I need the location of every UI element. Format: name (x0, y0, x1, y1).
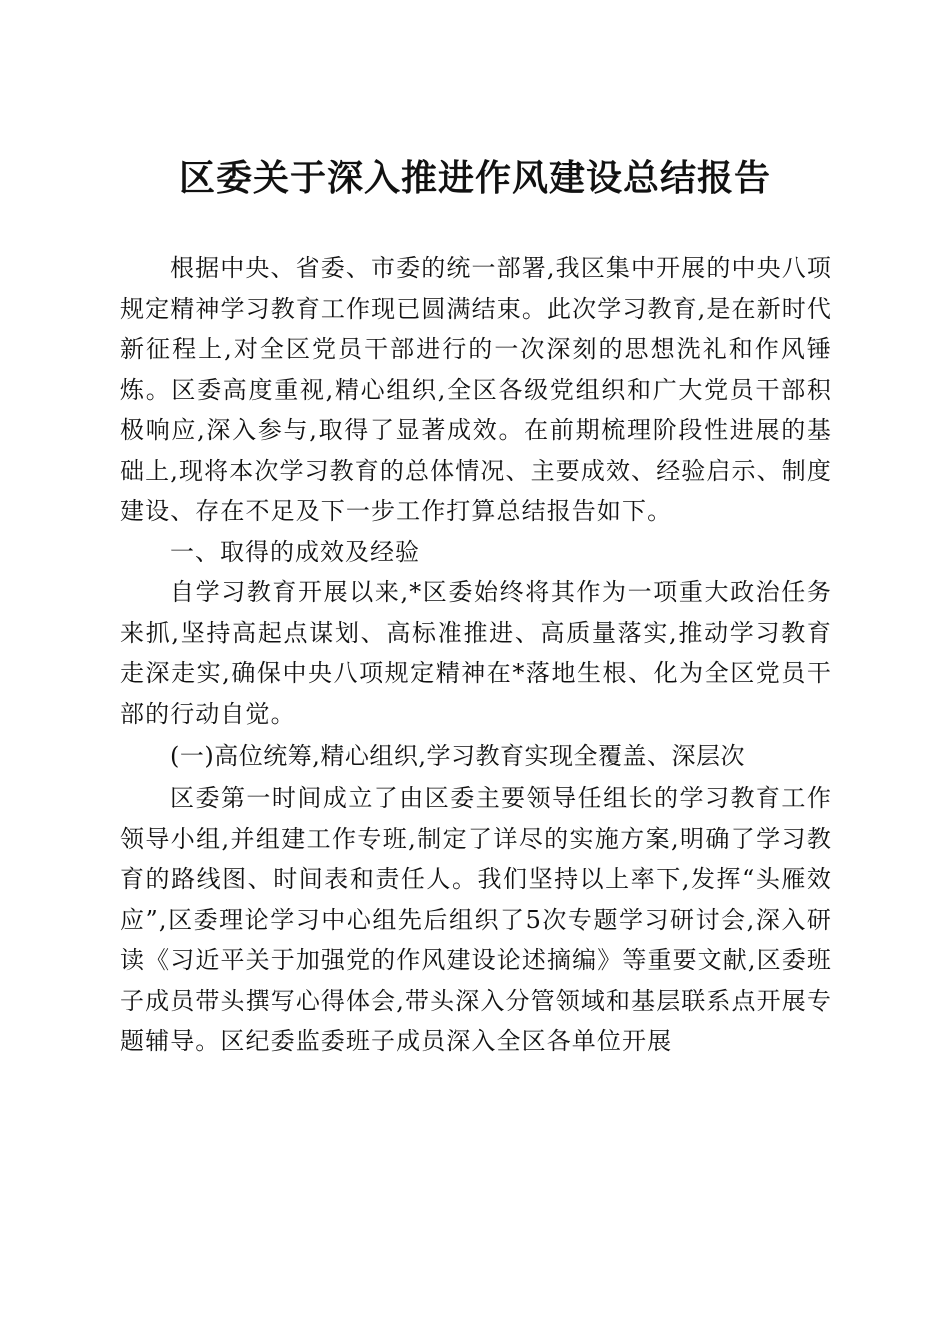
intro-paragraph: 根据中央、省委、市委的统一部署,我区集中开展的中央八项规定精神学习教育工作现已圆满结束。此次学习教育,是在新时代新征程上,对全区党员干部进行的一次深刻的思想洗礼和作风锤炼。区委高度重视,精心组织,全区各级党组织和广大党员干部积极响应,深入参与,取得了显著成效。在前期梳理阶段性进展的基础上,现将本次学习教育的总体情况、主要成效、经验启示、制度建设、存在不足及下一步工作打算总结报告如下。 (120, 254, 832, 525)
subsection-paragraph: 区委第一时间成立了由区委主要领导任组长的学习教育工作领导小组,并组建工作专班,制定了详尽的实施方案,明确了学习教育的路线图、时间表和责任人。我们坚持以上率下,发挥“头雁效应”,区委理论学习中心组先后组织了5次专题学习研讨会,深入研读《习近平关于加强党的作风建设论述摘编》等重要文献,区委班子成员带头撰写心得体会,带头深入分管领域和基层联系点开展专题辅导。区纪委监委班子成员深入全区各单位开展 (120, 784, 832, 1055)
section-heading: 一、取得的成效及经验 (170, 537, 420, 566)
document-body (120, 248, 832, 1062)
document-title: 区委关于深入推进作风建设总结报告 (178, 157, 771, 199)
section-paragraph: 自学习教育开展以来,*区委始终将其作为一项重大政治任务来抓,坚持高起点谋划、高标准推进、高质量落实,推动学习教育走深走实,确保中央八项规定精神在*落地生根、化为全区党员干部的行动自觉。 (120, 578, 832, 728)
subsection-heading: (一)高位统筹,精心组织,学习教育实现全覆盖、深层次 (170, 742, 745, 770)
